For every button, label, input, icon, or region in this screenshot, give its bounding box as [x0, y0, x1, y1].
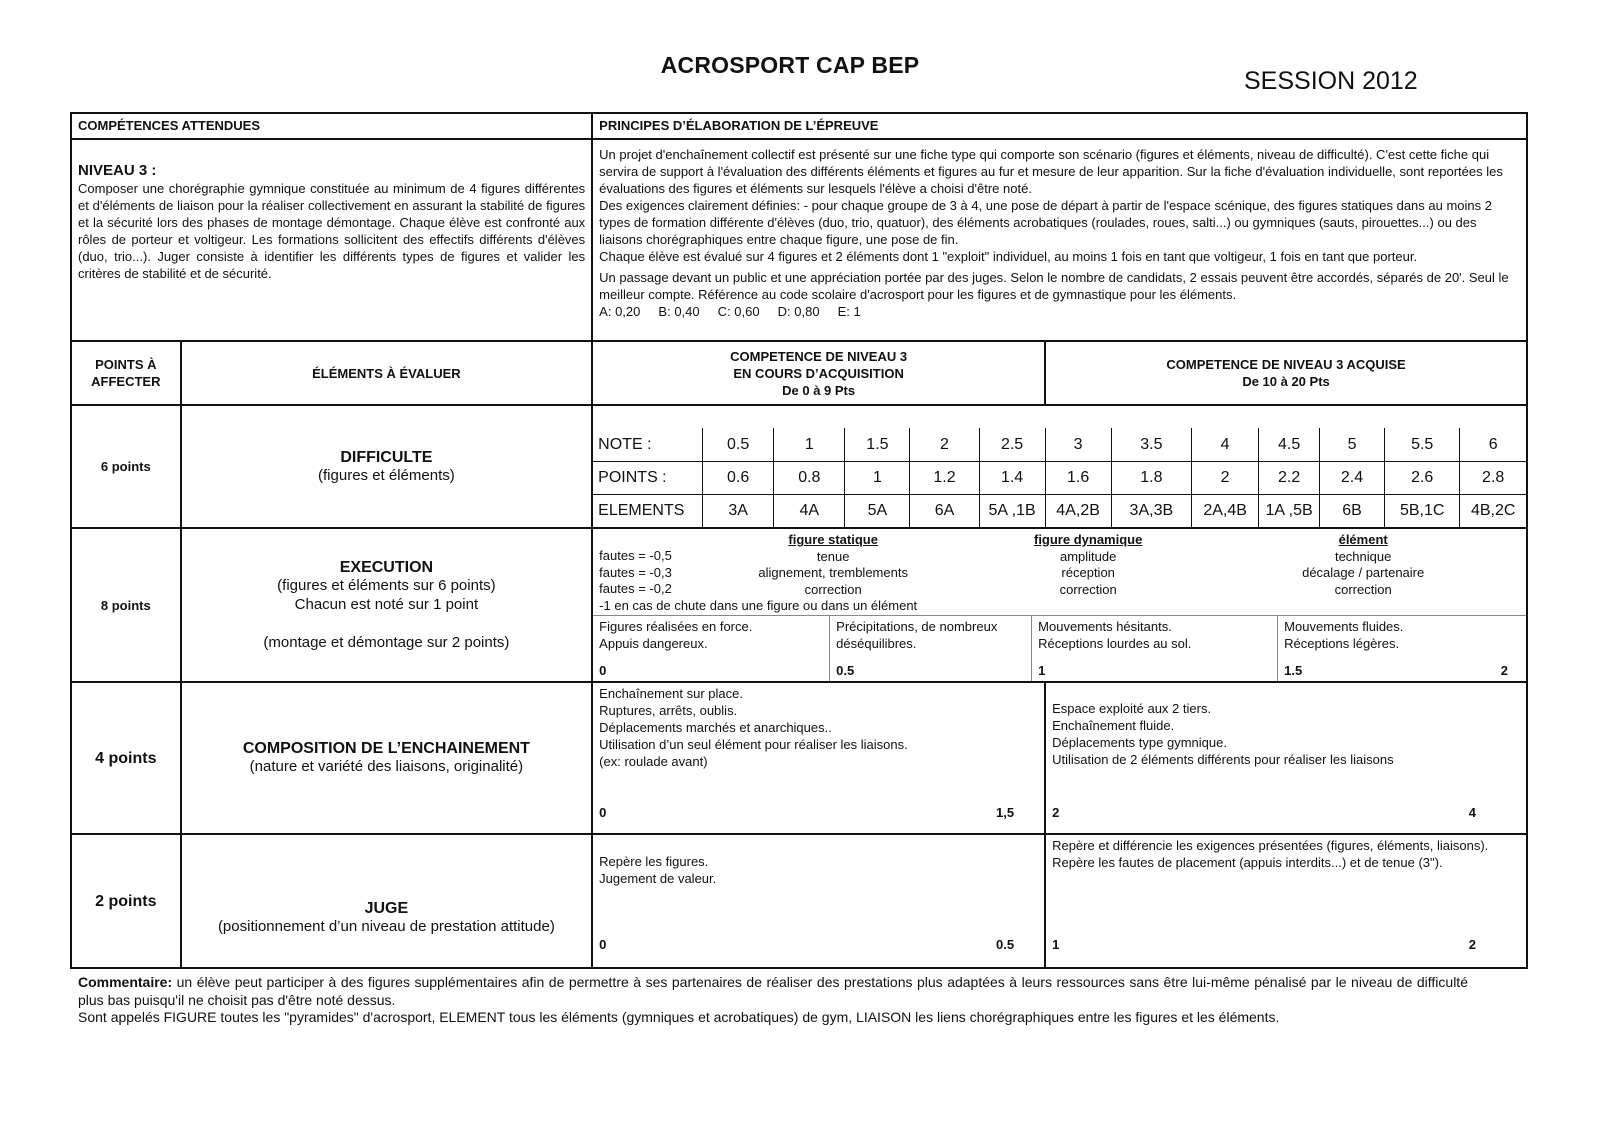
execution-level-0: Figures réalisées en force. Appuis dangereux. 0 [599, 619, 753, 678]
composition-left: Enchaînement sur place. Ruptures, arrêts, oublis. Déplacements marchés et anarchiques.. Utilisation d’un seul élément pour réaliser les liaisons. (ex: roulade avant) 0 1,5 [592, 682, 1045, 834]
acquisition-header: COMPETENCE DE NIVEAU 3 EN COURS D’ACQUISITION De 0 à 9 Pts [592, 341, 1045, 405]
principes-cell [592, 139, 1527, 341]
static-criteria: figure statique tenue alignement, tremblements correction [758, 532, 908, 597]
elements-row: ELEMENTS 3A 4A 5A 6A 5A ,1B 4A,2B 3A,3B 2A,4B 1A ,5B 6B 5B,1C 4B,2C [593, 494, 1526, 527]
execution-level-1: Précipitations, de nombreux déséquilibres. 0.5 [829, 616, 1031, 681]
document-title: ACROSPORT CAP BEP [660, 52, 920, 78]
niveau-cell [71, 139, 592, 341]
composition-label: COMPOSITION DE L’ENCHAINEMENT (nature et variété des liaisons, originalité) [181, 682, 593, 834]
competences-header: COMPÉTENCES ATTENDUES [71, 113, 592, 139]
composition-points: 4 points [71, 682, 181, 834]
dynamic-criteria: figure dynamique amplitude réception correction [1033, 532, 1143, 597]
element-criteria: élément technique décalage / partenaire correction [1302, 532, 1425, 597]
evaluation-grid [70, 112, 1528, 969]
juge-row [71, 834, 1527, 968]
niveau-text: Composer une chorégraphie gymnique constituée au minimum de 4 figures différentes et d'éléments de liaison pour la réaliser collectivement en assurant la stabilité de figures et la sécurité lors des phases de montage démontage. Chaque élève est confronté aux rôles de porteur et voltigeur. Les formations sollicitent des effectifs différents d'élèves (duo, trio...). Juger consiste à identifier les différents types de figures et valider les critères de stabilité et de sécurité. [78, 181, 586, 281]
points-header: POINTS À AFFECTER [71, 341, 181, 405]
principle-2: Des exigences clairement définies: - pour chaque groupe de 3 à 4, une pose de départ à partir de l'espace scénique, des figures statiques dans au moins 2 types de formation différente d'élèves (duo, trio, quatuor), des éléments acrobatiques (roulades, roues, salti...) ou gymniques (sauts, pirouettes...) ou des liaisons chorégraphiques entre chaque figure, une pose de fin. [599, 198, 1492, 247]
execution-criteria [592, 528, 1527, 682]
juge-points: 2 points [71, 834, 181, 968]
comment-paragraph-2: Sont appelés FIGURE toutes les "pyramides" d'acrosport, ELEMENT tous les éléments (gymniques et acrobatiques) de gym, LIAISON les liens chorégraphiques entre les figures et les éléments. [78, 1009, 1280, 1025]
principes-header: PRINCIPES D’ÉLABORATION DE L’ÉPREUVE [592, 113, 1527, 139]
execution-points: 8 points [71, 528, 181, 682]
acquise-header: COMPETENCE DE NIVEAU 3 ACQUISE De 10 à 20 Pts [1045, 341, 1527, 405]
composition-row [71, 682, 1527, 834]
difficulte-scale-table [593, 428, 1526, 527]
principle-3: Chaque élève est évalué sur 4 figures et 2 éléments dont 1 "exploit" individuel, au moins 1 fois en tant que voltigeur, 1 fois en tant que porteur. [599, 249, 1418, 264]
top-header-row [71, 113, 1527, 139]
principle-4: Un passage devant un public et une appréciation portée par des juges. Selon le nombre de candidats, 2 essais peuvent être accordés, séparés de 20'. Seul le meilleur compte. Référence au code scolaire d'acrosport pour les figures et de gymnastique pour les éléments. [599, 270, 1509, 302]
juge-label: JUGE (positionnement d’un niveau de prestation attitude) [181, 834, 593, 968]
niveau-label: NIVEAU 3 : [78, 162, 157, 179]
elements-header: ÉLÉMENTS À ÉVALUER [181, 341, 593, 405]
note-row: NOTE : 0.5 1 1.5 2 2.5 3 3.5 4 4.5 5 5.5 6 [593, 428, 1526, 461]
principle-1: Un projet d'enchaînement collectif est présenté sur une fiche type qui comporte son scénario (figures et éléments, niveau de difficulté). C'est cette fiche qui servira de support à l'évaluation des différents éléments et figures au fur et mesure de leur apparition. Sur la fiche d'évaluation individuelle, sont reportées les évaluations des figures et éléments sur lesquels l'élève a choisi d'être noté. [599, 147, 1503, 196]
points-row: POINTS : 0.6 0.8 1 1.2 1.4 1.6 1.8 2 2.2 2.4 2.6 2.8 [593, 461, 1526, 494]
execution-faults: fautes = -0,5 fautes = -0,3 fautes = -0,2 -1 en cas de chute dans une figure ou dans un élément figure statique tenue alignement, tremblements correction figure dynamique amplitude réception correction élément technique décalage / partenaire correction [593, 529, 1526, 615]
execution-level-2: Mouvements hésitants. Réceptions lourdes au sol. 1 [1031, 616, 1277, 681]
top-content-row [71, 139, 1527, 341]
execution-row [71, 528, 1527, 682]
difficulty-values: A: 0,20 B: 0,40 C: 0,60 D: 0,80 E: 1 [599, 304, 861, 319]
difficulte-label: DIFFICULTE (figures et éléments) [181, 405, 593, 528]
juge-right: Repère et différencie les exigences présentées (figures, éléments, liaisons). Repère les fautes de placement (appuis interdits...) et de tenue (3"). 1 2 [1045, 834, 1527, 968]
composition-right: Espace exploité aux 2 tiers. Enchaînement fluide. Déplacements type gymnique. Utilisation de 2 éléments différents pour réaliser les liaisons 2 4 [1045, 682, 1527, 834]
session-label: SESSION 2012 [1244, 67, 1418, 95]
difficulte-scale [592, 405, 1527, 528]
execution-level-3: Mouvements fluides. Réceptions légères. 1.5 2 [1277, 616, 1526, 681]
comment-paragraph-1: Commentaire: un élève peut participer à des figures supplémentaires afin de permettre à ses partenaires de réaliser des prestations plus adaptées à leurs ressources sans être lui-même pénalisé par le niveau de difficulté plus bas puisqu'il ne choisit pas d'être noté dessus. [78, 974, 1468, 1008]
execution-levels [593, 615, 1526, 681]
grid-header-row [71, 341, 1527, 405]
comment-block [78, 974, 1468, 1027]
difficulte-points: 6 points [71, 405, 181, 528]
chute-rule: -1 en cas de chute dans une figure ou dans un élément [599, 597, 918, 613]
execution-label: EXECUTION (figures et éléments sur 6 points) Chacun est noté sur 1 point (montage et démontage sur 2 points) [181, 528, 593, 682]
juge-left: Repère les figures. Jugement de valeur. 0 0.5 [592, 834, 1045, 968]
difficulte-row [71, 405, 1527, 528]
